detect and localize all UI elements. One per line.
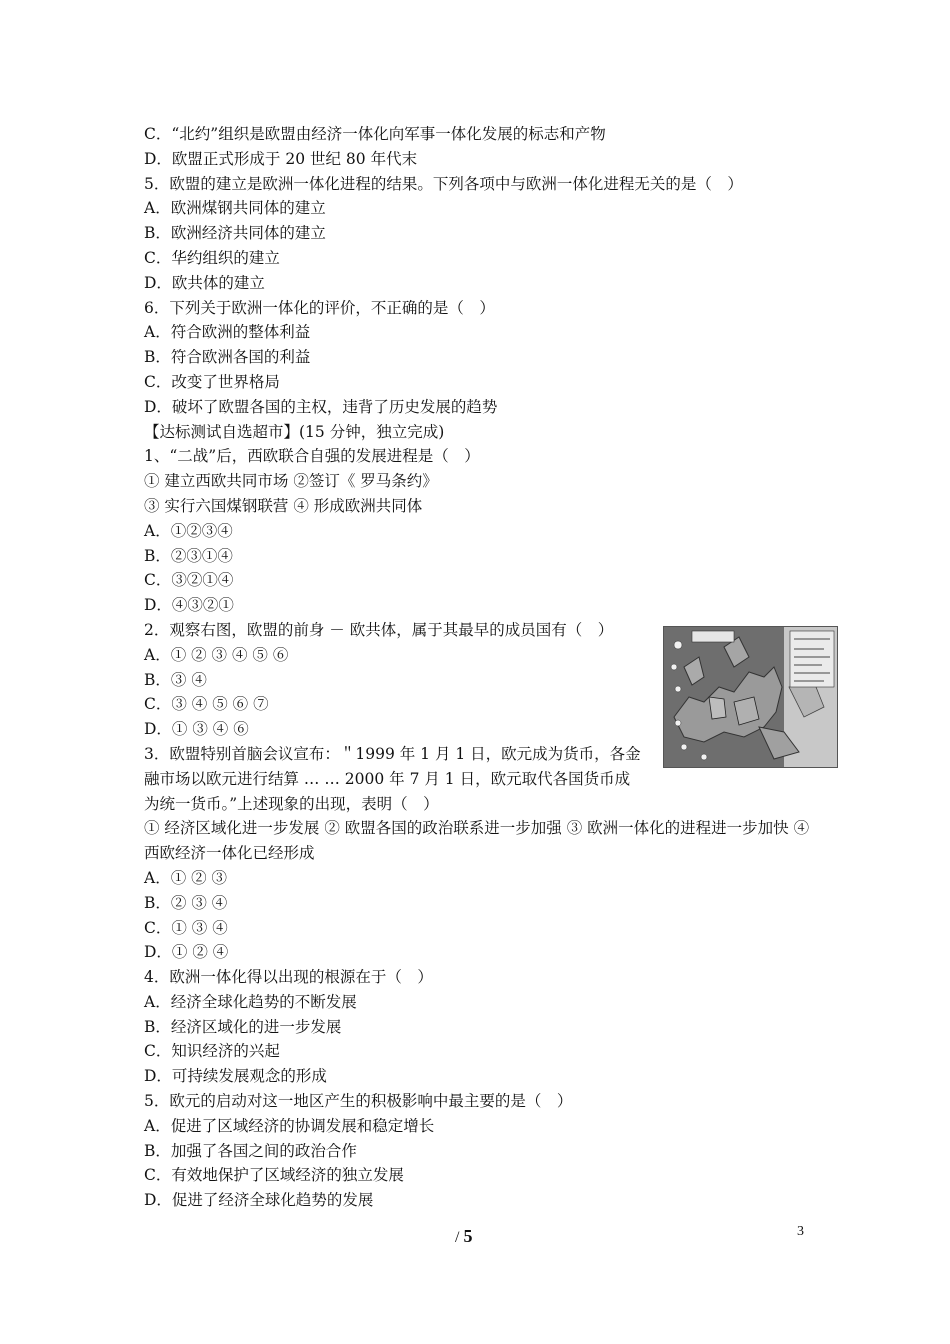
eu-map-image (663, 626, 838, 768)
option-b: B．③ ④ (144, 670, 207, 689)
option-d: D．可持续发展观念的形成 (144, 1067, 327, 1086)
option-b: B．②③①④ (144, 546, 233, 565)
question-3: 3．欧盟特别首脑会议宣布：＂1999 年 1 月 1 日，欧元成为货币，各金融市场以欧元进行结算 … … 2000 年 7 月 1 日，欧元取代各国货币成为统一货币。”上述现象的出现，表明（ ） (144, 744, 641, 813)
option-d: D．促进了经济全球化趋势的发展 (144, 1191, 374, 1210)
option-d: D．④③②① (144, 596, 234, 615)
option-c: C．知识经济的兴起 (144, 1042, 280, 1061)
statement-line: ③ 实行六国煤钢联营 ④ 形成欧洲共同体 (144, 496, 423, 515)
option-a: A．欧洲煤钢共同体的建立 (144, 199, 326, 218)
option-a: A．① ② ③ ④ ⑤ ⑥ (144, 645, 289, 664)
map-graphic (664, 627, 837, 767)
page-number: 3 (797, 1224, 804, 1239)
option-d: D．欧共体的建立 (144, 273, 265, 292)
option-d: D．① ③ ④ ⑥ (144, 720, 249, 739)
option-c: C．③ ④ ⑤ ⑥ ⑦ (144, 695, 269, 714)
section-heading: 【达标测试自选超市】(15 分钟，独立完成) (144, 422, 445, 441)
question-4: 4．欧洲一体化得以出现的根源在于（ ） (144, 968, 433, 987)
option-b: B．符合欧洲各国的利益 (144, 348, 311, 367)
question-2: 2．观察右图，欧盟的前身 － 欧共体，属于其最早的成员国有（ ） (144, 620, 614, 639)
text-line: C．“北约”组织是欧盟由经济一体化向军事一体化发展的标志和产物 (144, 125, 606, 143)
statement-line: ① 建立西欧共同市场 ②签订《 罗马条约》 (144, 472, 438, 491)
page-total: 5 (463, 1226, 473, 1246)
option-c: C．③②①④ (144, 571, 234, 590)
option-c: C．华约组织的建立 (144, 248, 280, 267)
option-b: B．经济区域化的进一步发展 (144, 1017, 342, 1036)
option-d: D．破坏了欧盟各国的主权，违背了历史发展的趋势 (144, 397, 498, 416)
question-5: 5．欧元的启动对这一地区产生的积极影响中最主要的是（ ） (144, 1092, 573, 1111)
option-b: B．欧洲经济共同体的建立 (144, 224, 326, 243)
statement-line: ① 经济区域化进一步发展 ② 欧盟各国的政治联系进一步加强 ③ 欧洲一体化的进程进一步加快 ④ 西欧经济一体化已经形成 (144, 819, 810, 863)
option-a: A．经济全球化趋势的不断发展 (144, 992, 357, 1011)
question-6: 6．下列关于欧洲一体化的评价，不正确的是（ ） (144, 298, 495, 317)
option-b: B．加强了各国之间的政治合作 (144, 1141, 357, 1160)
page-slash: / (455, 1229, 460, 1246)
option-d: D．① ② ④ (144, 943, 229, 962)
option-a: A．①②③④ (144, 521, 233, 540)
option-a: A．① ② ③ (144, 868, 228, 887)
text-line: D．欧盟正式形成于 20 世纪 80 年代末 (144, 149, 418, 168)
option-b: B．② ③ ④ (144, 893, 228, 912)
page-counter (455, 1226, 472, 1247)
question-5: 5．欧盟的建立是欧洲一体化进程的结果。下列各项中与欧洲一体化进程无关的是（ ） (144, 174, 743, 193)
question-1: 1、“二战”后，西欧联合自强的发展进程是（ ） (144, 447, 480, 466)
option-c: C．① ③ ④ (144, 918, 228, 937)
option-c: C．改变了世界格局 (144, 372, 280, 391)
option-c: C．有效地保护了区域经济的独立发展 (144, 1166, 404, 1185)
option-a: A．促进了区域经济的协调发展和稳定增长 (144, 1116, 435, 1135)
option-a: A．符合欧洲的整体利益 (144, 323, 311, 342)
